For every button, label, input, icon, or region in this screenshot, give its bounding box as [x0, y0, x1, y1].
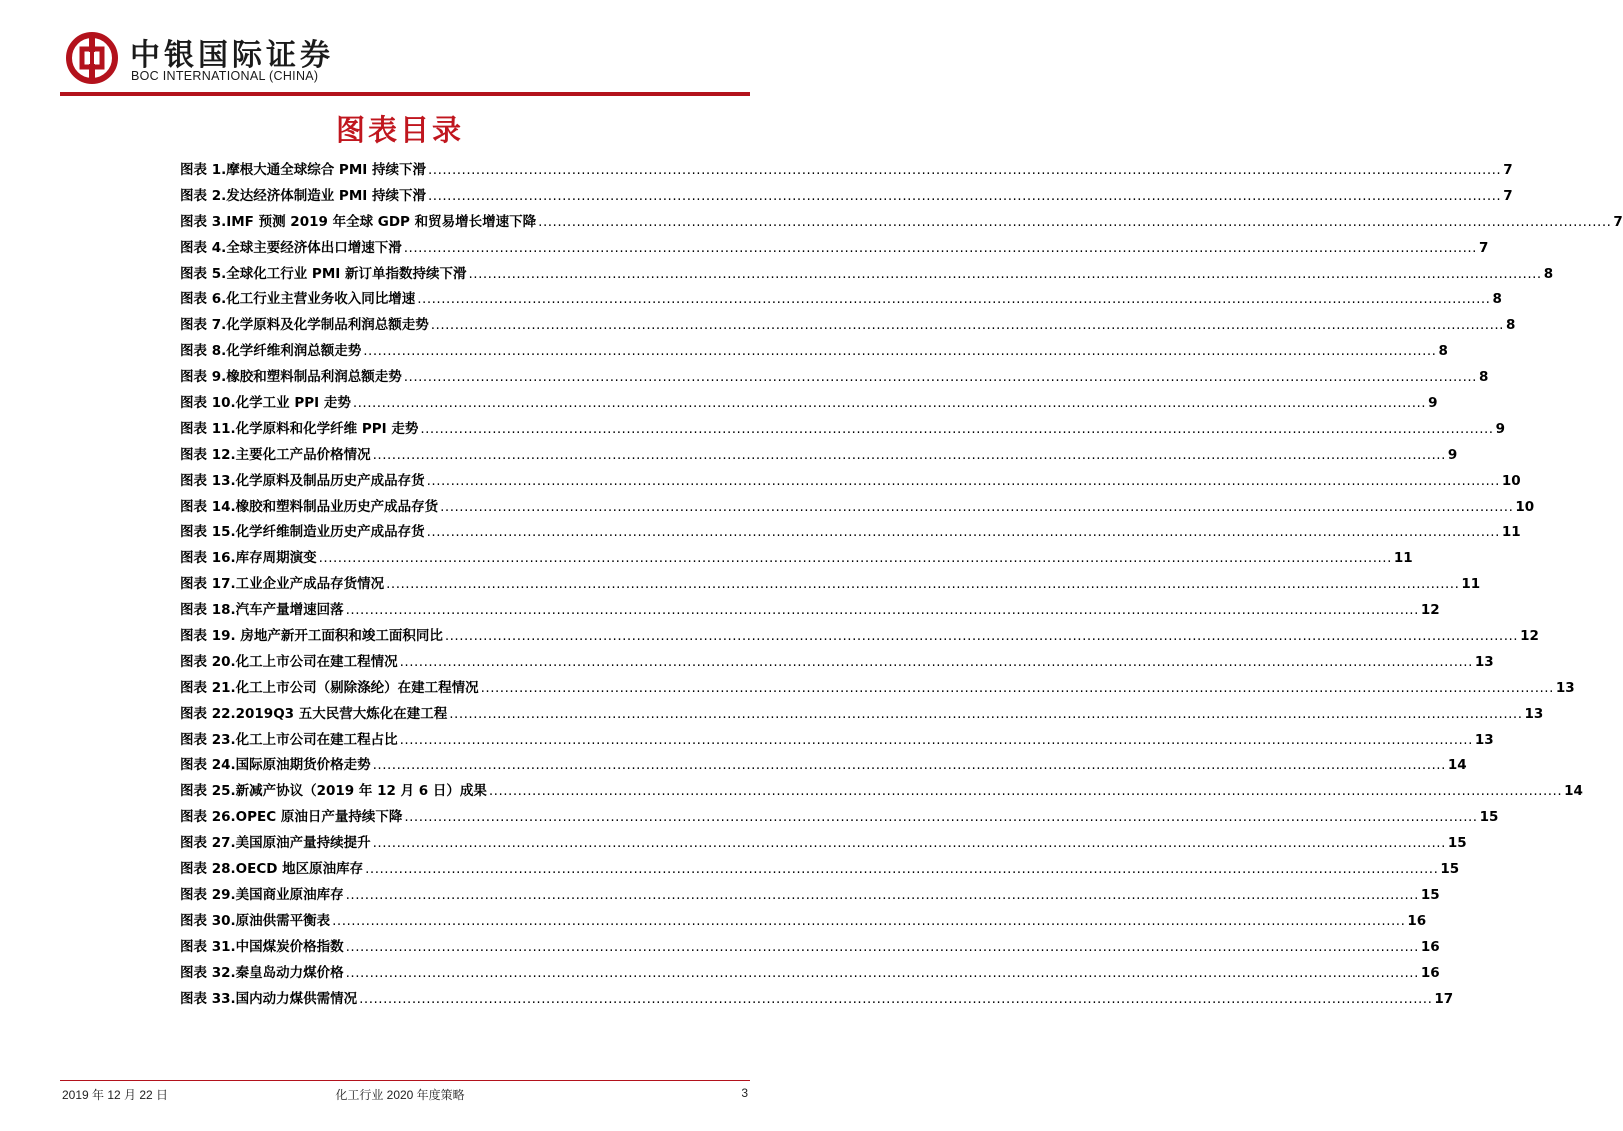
toc-entry-label: 图表 19. 房地产新开工面积和竣工面积同比 — [180, 628, 443, 645]
toc-dot-leader — [489, 779, 1562, 805]
toc-entry[interactable] — [180, 987, 1454, 1013]
toc-dot-leader — [346, 935, 1419, 961]
footer-report-title: 化工行业 2020 年度策略 — [335, 1088, 465, 1102]
toc-dot-leader — [365, 857, 1438, 883]
toc-entry-page: 7 — [1478, 239, 1489, 256]
brand-name-cn: 中银国际证券 — [130, 38, 334, 73]
toc-dot-leader — [346, 961, 1419, 987]
toc-entry[interactable] — [180, 779, 1583, 805]
page-header — [0, 0, 800, 100]
toc-entry[interactable] — [180, 572, 1481, 598]
toc-dot-leader — [481, 676, 1554, 702]
toc-entry-label: 图表 22.2019Q3 五大民营大炼化在建工程 — [180, 705, 448, 722]
toc-entry[interactable] — [180, 961, 1440, 987]
toc-entry-page: 12 — [1420, 602, 1440, 619]
toc-dot-leader — [445, 624, 1518, 650]
toc-entry-page: 15 — [1479, 809, 1499, 826]
toc-entry-label: 图表 11.化学原料和化学纤维 PPI 走势 — [180, 420, 419, 437]
toc-entry-page: 16 — [1420, 964, 1440, 981]
toc-entry-label: 图表 10.化学工业 PPI 走势 — [180, 395, 351, 412]
toc-entry[interactable] — [180, 495, 1535, 521]
toc-entry-label: 图表 29.美国商业原油库存 — [180, 886, 344, 903]
toc-entry[interactable] — [180, 365, 1489, 391]
toc-entry[interactable] — [180, 313, 1516, 339]
toc-entry-page: 8 — [1438, 343, 1448, 360]
toc-entry[interactable] — [180, 262, 1554, 288]
toc-entry[interactable] — [180, 831, 1467, 857]
toc-entry-page: 14 — [1447, 757, 1467, 774]
toc-dot-leader — [353, 391, 1426, 417]
toc-entry-page: 9 — [1428, 395, 1438, 412]
toc-entry-label: 图表 4.全球主要经济体出口增速下滑 — [180, 239, 402, 256]
toc-list — [180, 158, 1623, 1012]
toc-entry[interactable] — [180, 702, 1544, 728]
toc-dot-leader — [363, 339, 1436, 365]
toc-entry-label: 图表 23.化工上市公司在建工程占比 — [180, 731, 398, 748]
toc-dot-leader — [373, 443, 1446, 469]
toc-entry-label: 图表 14.橡胶和塑料制品业历史产成品存货 — [180, 498, 439, 515]
toc-entry-label: 图表 18.汽车产量增速回落 — [180, 602, 344, 619]
toc-entry[interactable] — [180, 417, 1505, 443]
toc-dot-leader — [404, 365, 1477, 391]
toc-dot-leader — [400, 728, 1473, 754]
toc-entry-label: 图表 27.美国原油产量持续提升 — [180, 835, 371, 852]
toc-entry[interactable] — [180, 520, 1521, 546]
toc-entry-label: 图表 9.橡胶和塑料制品利润总额走势 — [180, 369, 402, 386]
footer-page-number: 3 — [741, 1086, 748, 1100]
toc-entry[interactable] — [180, 805, 1499, 831]
toc-entry[interactable] — [180, 650, 1494, 676]
toc-entry[interactable] — [180, 339, 1448, 365]
toc-entry-page: 11 — [1393, 550, 1413, 567]
toc-entry-page: 14 — [1564, 783, 1583, 800]
toc-entry-label: 图表 32.秦皇岛动力煤价格 — [180, 964, 344, 981]
toc-entry[interactable] — [180, 753, 1467, 779]
toc-entry-label: 图表 31.中国煤炭价格指数 — [180, 938, 344, 955]
toc-dot-leader — [386, 572, 1459, 598]
toc-entry[interactable] — [180, 391, 1438, 417]
toc-entry-label: 图表 17.工业企业产成品存货情况 — [180, 576, 385, 593]
toc-entry-page: 8 — [1492, 291, 1502, 308]
toc-entry-page: 9 — [1495, 420, 1505, 437]
toc-dot-leader — [332, 909, 1405, 935]
toc-dot-leader — [373, 753, 1446, 779]
toc-entry-page: 11 — [1501, 524, 1521, 541]
toc-dot-leader — [346, 598, 1419, 624]
toc-dot-leader — [431, 313, 1504, 339]
footer-date: 2019 年 12 月 22 日 — [62, 1088, 169, 1102]
toc-dot-leader — [404, 805, 1477, 831]
toc-entry-label: 图表 2.发达经济体制造业 PMI 持续下滑 — [180, 187, 426, 204]
toc-entry-page: 13 — [1474, 731, 1494, 748]
toc-entry[interactable] — [180, 909, 1427, 935]
toc-entry-label: 图表 20.化工上市公司在建工程情况 — [180, 653, 398, 670]
toc-entry-label: 图表 16.库存周期演变 — [180, 550, 317, 567]
toc-entry-page: 13 — [1555, 679, 1575, 696]
toc-entry-label: 图表 6.化工行业主营业务收入同比增速 — [180, 291, 416, 308]
toc-entry-label: 图表 5.全球化工行业 PMI 新订单指数持续下滑 — [180, 265, 467, 282]
toc-dot-leader — [359, 987, 1432, 1013]
toc-dot-leader — [427, 469, 1500, 495]
toc-dot-leader — [417, 287, 1490, 313]
page-title: 图表目录 — [335, 113, 464, 147]
toc-entry-page: 16 — [1407, 912, 1427, 929]
toc-entry[interactable] — [180, 443, 1458, 469]
toc-dot-leader — [346, 883, 1419, 909]
toc-entry[interactable] — [180, 857, 1460, 883]
toc-entry[interactable] — [180, 598, 1440, 624]
toc-entry-label: 图表 24.国际原油期货价格走势 — [180, 757, 371, 774]
toc-entry[interactable] — [180, 546, 1413, 572]
toc-entry-page: 7 — [1503, 162, 1513, 178]
toc-entry-label: 图表 30.原油供需平衡表 — [180, 912, 331, 929]
brand-name-en: BOC INTERNATIONAL (CHINA) — [131, 69, 319, 83]
toc-entry-page: 9 — [1447, 446, 1458, 463]
toc-entry[interactable] — [180, 210, 1623, 236]
toc-dot-leader — [427, 520, 1500, 546]
toc-entry-label: 图表 33.国内动力煤供需情况 — [180, 990, 358, 1007]
toc-entry-page: 7 — [1613, 213, 1623, 230]
toc-entry-page: 10 — [1501, 472, 1521, 489]
toc-entry[interactable] — [180, 935, 1440, 961]
toc-dot-leader — [428, 158, 1501, 184]
boc-logo-icon — [66, 32, 118, 84]
header-divider — [60, 92, 750, 96]
toc-entry-label: 图表 12.主要化工产品价格情况 — [180, 446, 371, 463]
toc-entry-page: 11 — [1461, 576, 1481, 593]
toc-entry[interactable] — [180, 236, 1489, 262]
toc-entry[interactable] — [180, 184, 1513, 210]
toc-entry-page: 17 — [1434, 990, 1454, 1007]
toc-dot-leader — [428, 184, 1501, 210]
toc-entry-label: 图表 1.摩根大通全球综合 PMI 持续下滑 — [180, 162, 426, 178]
toc-entry-page: 13 — [1524, 705, 1544, 722]
toc-dot-leader — [319, 546, 1392, 572]
toc-entry-page: 15 — [1440, 861, 1460, 878]
toc-entry[interactable] — [180, 883, 1440, 909]
toc-dot-leader — [538, 210, 1611, 236]
toc-dot-leader — [400, 650, 1473, 676]
toc-dot-leader — [468, 262, 1541, 288]
toc-entry-page: 16 — [1420, 938, 1440, 955]
toc-dot-leader — [404, 236, 1477, 262]
toc-entry-page: 8 — [1505, 317, 1516, 334]
toc-entry-label: 图表 28.OECD 地区原油库存 — [180, 861, 364, 878]
toc-entry-label: 图表 8.化学纤维利润总额走势 — [180, 343, 362, 360]
toc-entry-label: 图表 21.化工上市公司（剔除涤纶）在建工程情况 — [180, 679, 479, 696]
toc-entry-page: 10 — [1515, 498, 1535, 515]
toc-entry-page: 8 — [1478, 369, 1489, 386]
toc-entry-page: 7 — [1503, 187, 1513, 204]
toc-dot-leader — [373, 831, 1446, 857]
toc-dot-leader — [440, 495, 1513, 521]
toc-entry[interactable] — [180, 728, 1494, 754]
toc-entry-page: 12 — [1520, 628, 1539, 645]
toc-entry-label: 图表 25.新减产协议（2019 年 12 月 6 日）成果 — [180, 783, 487, 800]
toc-entry[interactable] — [180, 158, 1513, 184]
toc-entry[interactable] — [180, 676, 1575, 702]
toc-dot-leader — [420, 417, 1493, 443]
toc-entry-label: 图表 13.化学原料及制品历史产成品存货 — [180, 472, 425, 489]
toc-entry-label: 图表 26.OPEC 原油日产量持续下降 — [180, 809, 403, 826]
toc-entry-label: 图表 15.化学纤维制造业历史产成品存货 — [180, 524, 425, 541]
toc-entry-label: 图表 7.化学原料及化学制品利润总额走势 — [180, 317, 429, 334]
toc-dot-leader — [449, 702, 1522, 728]
footer-divider — [60, 1080, 750, 1081]
toc-entry[interactable] — [180, 469, 1521, 495]
toc-entry-page: 13 — [1474, 653, 1494, 670]
toc-entry-page: 15 — [1447, 835, 1467, 852]
toc-entry[interactable] — [180, 287, 1502, 313]
toc-entry[interactable] — [180, 624, 1539, 650]
toc-entry-page: 15 — [1420, 886, 1440, 903]
toc-entry-page: 8 — [1543, 265, 1554, 282]
toc-entry-label: 图表 3.IMF 预测 2019 年全球 GDP 和贸易增长增速下降 — [180, 213, 537, 230]
